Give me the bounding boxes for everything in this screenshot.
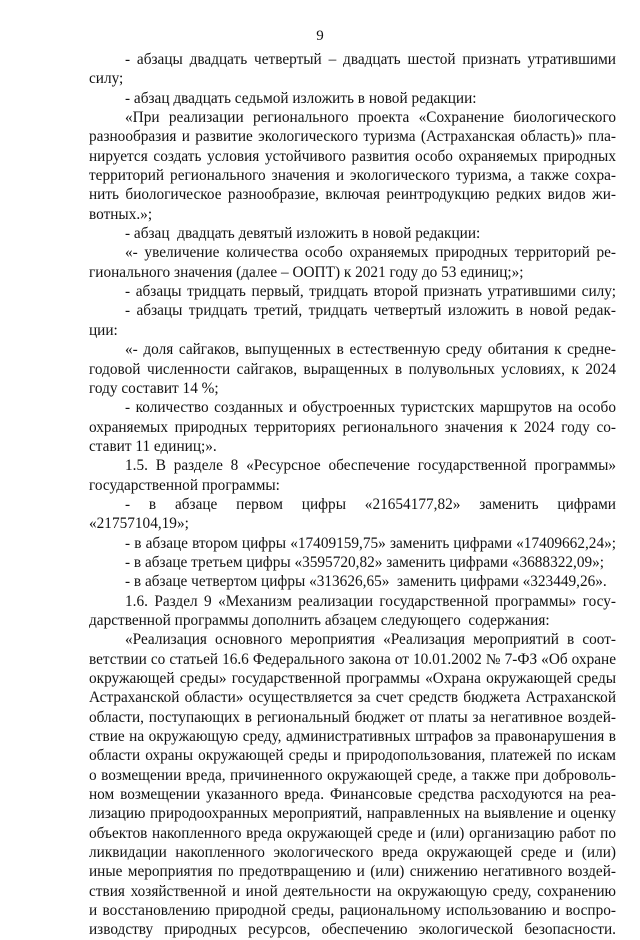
text-line: государственной программы:: [89, 476, 280, 494]
text-line: - количество созданных и обустроенных туристских маршрутов на особо: [125, 399, 616, 417]
text-line: нируется создать условия устойчивого развития особо охраняемых природных: [89, 147, 616, 165]
text-line: окружающей среды» государственной программы «Охрана окружающей среды: [89, 670, 616, 687]
text-line: ставит 11 единиц;».: [89, 437, 217, 455]
text-line: ном возмещении указанного вреда. Финансовые средства расходуются на реа-: [89, 786, 616, 804]
text-line: области охраны окружающей среды и природопользования, платежей по искам: [89, 747, 616, 765]
text-line: изводству природных ресурсов, обеспечению экологической безопасности.: [89, 921, 616, 939]
text-line: - абзац двадцать девятый изложить в новой редакции:: [125, 225, 481, 243]
text-line: 1.6. Раздел 9 «Механизм реализации государственной программы» госу-: [125, 592, 616, 610]
text-line: иные мероприятия по предотвращению и (или) снижению негативного воздей-: [89, 863, 616, 881]
text-line: году составит 14 %;: [89, 379, 219, 397]
text-line: - в абзаце четвертом цифры «313626,65» заменить цифрами «323449,26».: [125, 573, 607, 591]
text-line: ликвидации накопленного экологического вреда окружающей среде и (или): [89, 844, 616, 862]
text-line: - в абзаце первом цифры «21654177,82» заменить цифрами: [125, 495, 616, 513]
text-line: - абзацы двадцать четвертый – двадцать шестой признать утратившими: [125, 51, 616, 68]
text-line: лизацию природоохранных мероприятий, направленных на выявление и оценку: [89, 805, 616, 823]
text-line: - абзац двадцать седьмой изложить в новой редакции:: [125, 89, 477, 107]
text-line: «21757104,19»;: [89, 515, 189, 533]
document-body: [89, 50, 616, 940]
text-line: вотных.»;: [89, 205, 153, 223]
text-line: объектов накопленного вреда окружающей среде и (или) организацию работ по: [89, 824, 616, 842]
text-line: ствие на окружающую среду, административных штрафов за правонарушения в: [89, 728, 616, 746]
text-line: ветствии со статьей 16.6 Федерального закона от 10.01.2002 № 7-ФЗ «Об охране: [89, 650, 616, 668]
text-line: охраняемых природных территориях регионального значения к 2024 году со-: [89, 418, 616, 436]
text-line: «- увеличение количества особо охраняемых природных территорий ре-: [125, 244, 616, 262]
text-line: - абзацы тридцать третий, тридцать четвертый изложить в новой редак-: [125, 302, 616, 320]
text-line: области, поступающих в региональный бюджет от платы за негативное воздей-: [89, 708, 616, 726]
text-line: гионального значения (далее – ООПТ) к 2021 году до 53 единиц;»;: [89, 263, 524, 281]
text-line: силу;: [89, 70, 124, 88]
text-line: 1.5. В разделе 8 «Ресурсное обеспечение государственной программы»: [125, 457, 616, 475]
text-line: годовой численности сайгаков, выращенных в полувольных условиях, к 2024: [89, 360, 616, 378]
text-line: нить биологическое разнообразие, включая реинтродукцию редких видов жи-: [89, 186, 616, 204]
text-line: Астраханской области» осуществляется за счет средств бюджета Астраханской: [89, 689, 616, 707]
text-line: территорий регионального значения и экологического туризма, а также сохра-: [89, 167, 616, 185]
text-line: - в абзаце третьем цифры «3595720,82» заменить цифрами «3688322,09»;: [125, 553, 605, 571]
text-line: дарственной программы дополнить абзацем следующего содержания:: [89, 611, 550, 629]
text-line: ствия хозяйственной и иной деятельности на окружающую среду, сохранению: [89, 882, 616, 900]
text-line: - в абзаце втором цифры «17409159,75» заменить цифрами «17409662,24»;: [125, 534, 616, 552]
text-line: ции:: [89, 321, 118, 339]
text-line: разнообразия и развитие экологического туризма (Астраханская область)» пла-: [89, 128, 616, 146]
text-line: и восстановлению природной среды, рациональному использованию и воспро-: [89, 902, 616, 920]
text-line: о возмещении вреда, причиненного окружающей среде, а также при доброволь-: [89, 766, 616, 784]
page-number: 9: [316, 28, 324, 44]
text-line: «При реализации регионального проекта «Сохранение биологического: [125, 109, 616, 127]
text-line: «Реализация основного мероприятия «Реализация мероприятий в соот-: [125, 631, 616, 649]
text-line: - абзацы тридцать первый, тридцать второй признать утратившими силу;: [125, 283, 616, 301]
text-line: «- доля сайгаков, выпущенных в естественную среду обитания к средне-: [125, 341, 616, 359]
